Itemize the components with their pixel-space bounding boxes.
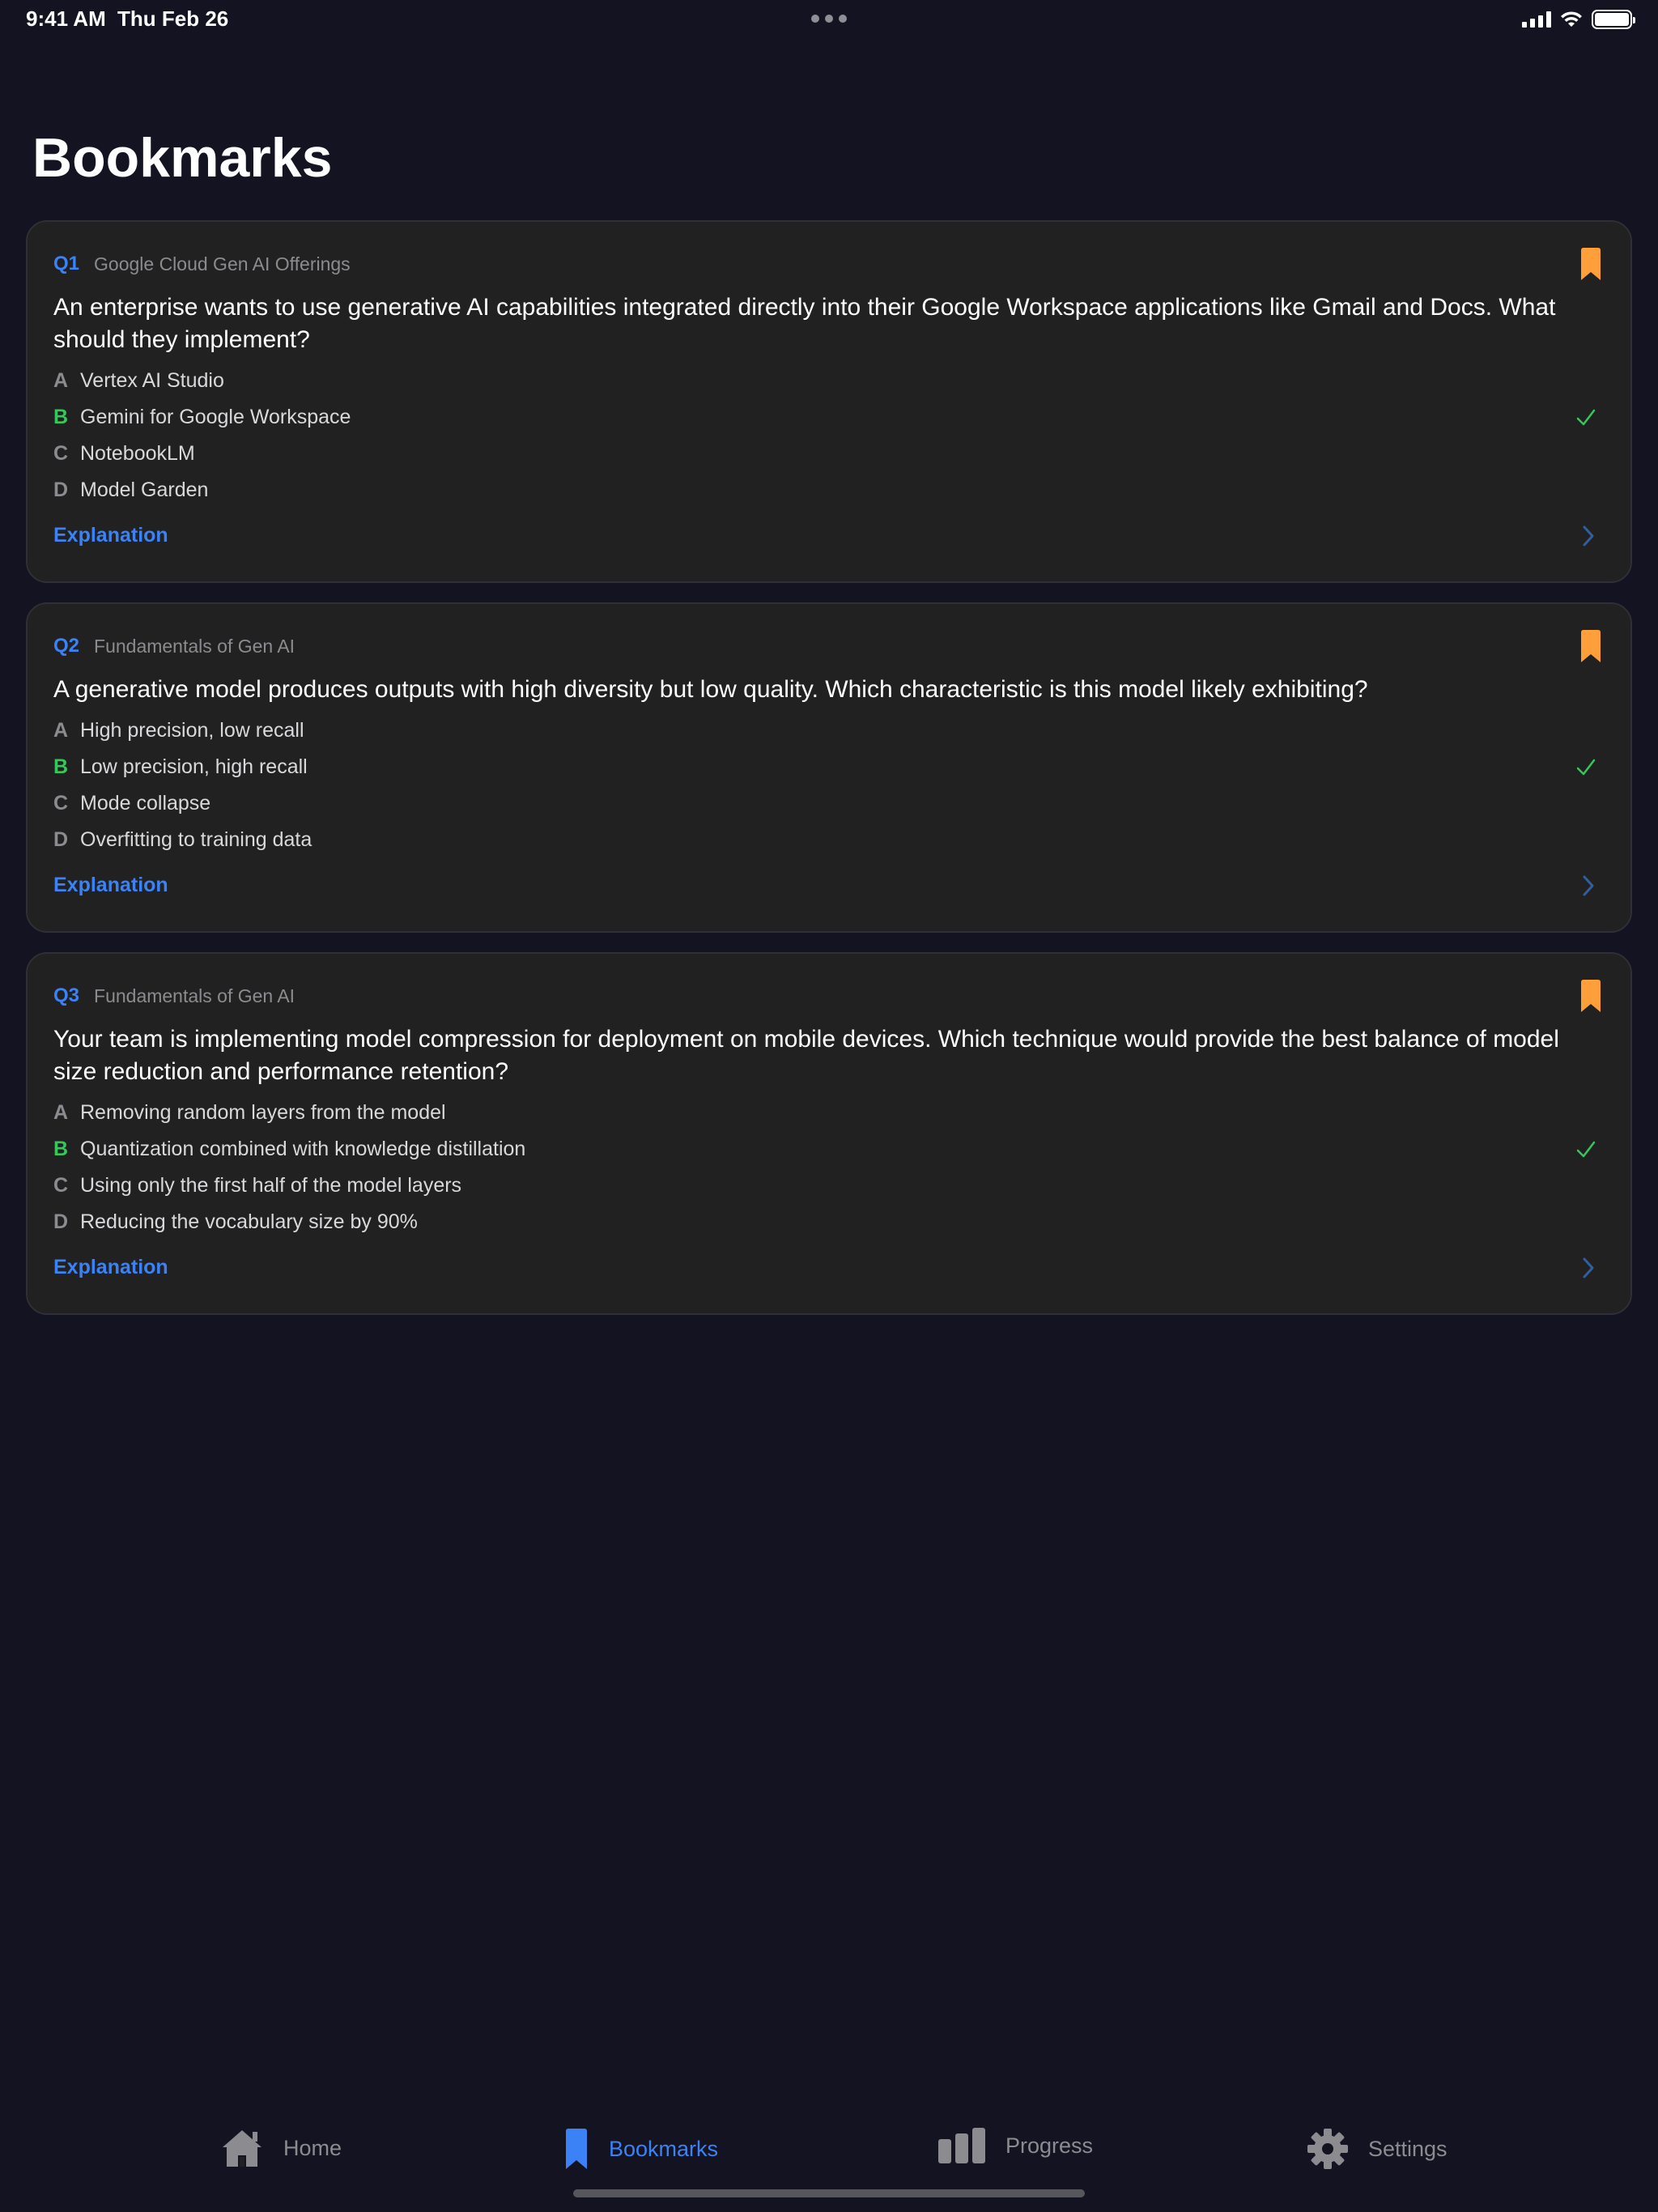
option-text: Vertex AI Studio: [80, 369, 224, 392]
question-category: Fundamentals of Gen AI: [94, 635, 295, 657]
answer-option: [53, 822, 1605, 858]
explanation-link[interactable]: Explanation: [53, 873, 168, 896]
option-letter: A: [53, 719, 69, 742]
option-letter: A: [53, 1101, 69, 1124]
home-indicator[interactable]: [573, 2189, 1085, 2197]
option-letter: A: [53, 369, 69, 392]
option-letter: C: [53, 792, 69, 815]
bookmark-filled-icon[interactable]: [1580, 980, 1601, 1012]
status-bar: [0, 0, 1658, 39]
checkmark-icon: [1575, 407, 1596, 428]
answer-option: [53, 363, 1605, 399]
tab-settings[interactable]: [1307, 2128, 1448, 2170]
answer-option: [53, 399, 1605, 436]
answer-options: [53, 713, 1605, 858]
option-text: Low precision, high recall: [80, 755, 308, 778]
bookmark-icon: [563, 2128, 589, 2170]
option-letter: D: [53, 479, 69, 501]
question-category: Google Cloud Gen AI Offerings: [94, 253, 351, 274]
answer-option: [53, 1131, 1605, 1168]
option-letter: C: [53, 1174, 69, 1197]
explanation-row[interactable]: [53, 1245, 1605, 1289]
tab-label: Settings: [1368, 2136, 1448, 2161]
option-letter: D: [53, 1210, 69, 1233]
tab-label: Bookmarks: [609, 2136, 719, 2161]
card-header: [53, 633, 1605, 659]
option-letter: B: [53, 755, 69, 778]
question-number: Q1: [53, 253, 80, 274]
option-letter: D: [53, 828, 69, 851]
explanation-row[interactable]: [53, 863, 1605, 907]
tab-label: Home: [283, 2135, 342, 2160]
option-text: High precision, low recall: [80, 719, 304, 742]
option-text: Model Garden: [80, 479, 209, 501]
question-card[interactable]: [26, 602, 1632, 933]
chevron-right-icon[interactable]: [1582, 525, 1595, 547]
card-header: [53, 983, 1605, 1009]
question-text: A generative model produces outputs with high diversity but low quality. Which characteristic is this model likely exhibiting?: [53, 676, 1368, 703]
card-header: [53, 251, 1605, 277]
option-text: Reducing the vocabulary size by 90%: [80, 1210, 418, 1233]
option-letter: C: [53, 442, 69, 465]
answer-options: [53, 1095, 1605, 1240]
explanation-link[interactable]: Explanation: [53, 1255, 168, 1278]
answer-option: [53, 1204, 1605, 1240]
cellular-signal-icon: [1522, 11, 1551, 28]
question-text: An enterprise wants to use generative AI capabilities integrated directly into their Google Workspace applications like Gmail and Docs. What should they implement?: [53, 294, 1556, 353]
bar-chart-icon: [937, 2128, 986, 2163]
bookmark-filled-icon[interactable]: [1580, 248, 1601, 280]
answer-option: [53, 749, 1605, 785]
option-text: Quantization combined with knowledge distillation: [80, 1138, 526, 1160]
question-category: Fundamentals of Gen AI: [94, 985, 295, 1006]
question-number: Q3: [53, 985, 80, 1006]
answer-option: [53, 713, 1605, 749]
bookmark-filled-icon[interactable]: [1580, 630, 1601, 662]
question-text: Your team is implementing model compression for deployment on mobile devices. Which technique would provide the best balance of model size reduction and performance retention?: [53, 1026, 1559, 1085]
status-time: 9:41 AM: [26, 6, 106, 31]
answer-option: [53, 1095, 1605, 1131]
page-title: Bookmarks: [32, 127, 333, 189]
status-indicators: [1522, 10, 1632, 29]
answer-option: [53, 472, 1605, 508]
chevron-right-icon[interactable]: [1582, 1257, 1595, 1278]
option-text: NotebookLM: [80, 442, 195, 465]
answer-option: [53, 785, 1605, 822]
tab-bar: [0, 2105, 1658, 2194]
option-text: Overfitting to training data: [80, 828, 312, 851]
question-number: Q2: [53, 635, 80, 657]
tab-bookmarks[interactable]: [563, 2128, 718, 2170]
question-card[interactable]: [26, 220, 1632, 583]
option-text: Removing random layers from the model: [80, 1101, 446, 1124]
option-letter: B: [53, 1138, 69, 1160]
status-date: Thu Feb 26: [117, 6, 229, 31]
question-card[interactable]: [26, 952, 1632, 1315]
answer-option: [53, 1168, 1605, 1204]
tab-home[interactable]: [220, 2128, 342, 2168]
option-text: Gemini for Google Workspace: [80, 406, 351, 428]
answer-option: [53, 436, 1605, 472]
checkmark-icon: [1575, 757, 1596, 778]
tab-label: Progress: [1005, 2133, 1094, 2158]
option-text: Mode collapse: [80, 792, 211, 815]
multitasking-dots-icon[interactable]: [811, 15, 847, 23]
gear-icon: [1307, 2128, 1349, 2170]
bookmark-list: [26, 220, 1632, 1334]
explanation-link[interactable]: Explanation: [53, 523, 168, 547]
explanation-row[interactable]: [53, 513, 1605, 557]
tab-progress[interactable]: [937, 2128, 1093, 2163]
answer-options: [53, 363, 1605, 508]
house-icon: [220, 2128, 264, 2168]
option-letter: B: [53, 406, 69, 428]
option-text: Using only the first half of the model layers: [80, 1174, 462, 1197]
checkmark-icon: [1575, 1139, 1596, 1160]
battery-icon: [1592, 10, 1632, 29]
chevron-right-icon[interactable]: [1582, 875, 1595, 896]
wifi-icon: [1559, 11, 1584, 28]
